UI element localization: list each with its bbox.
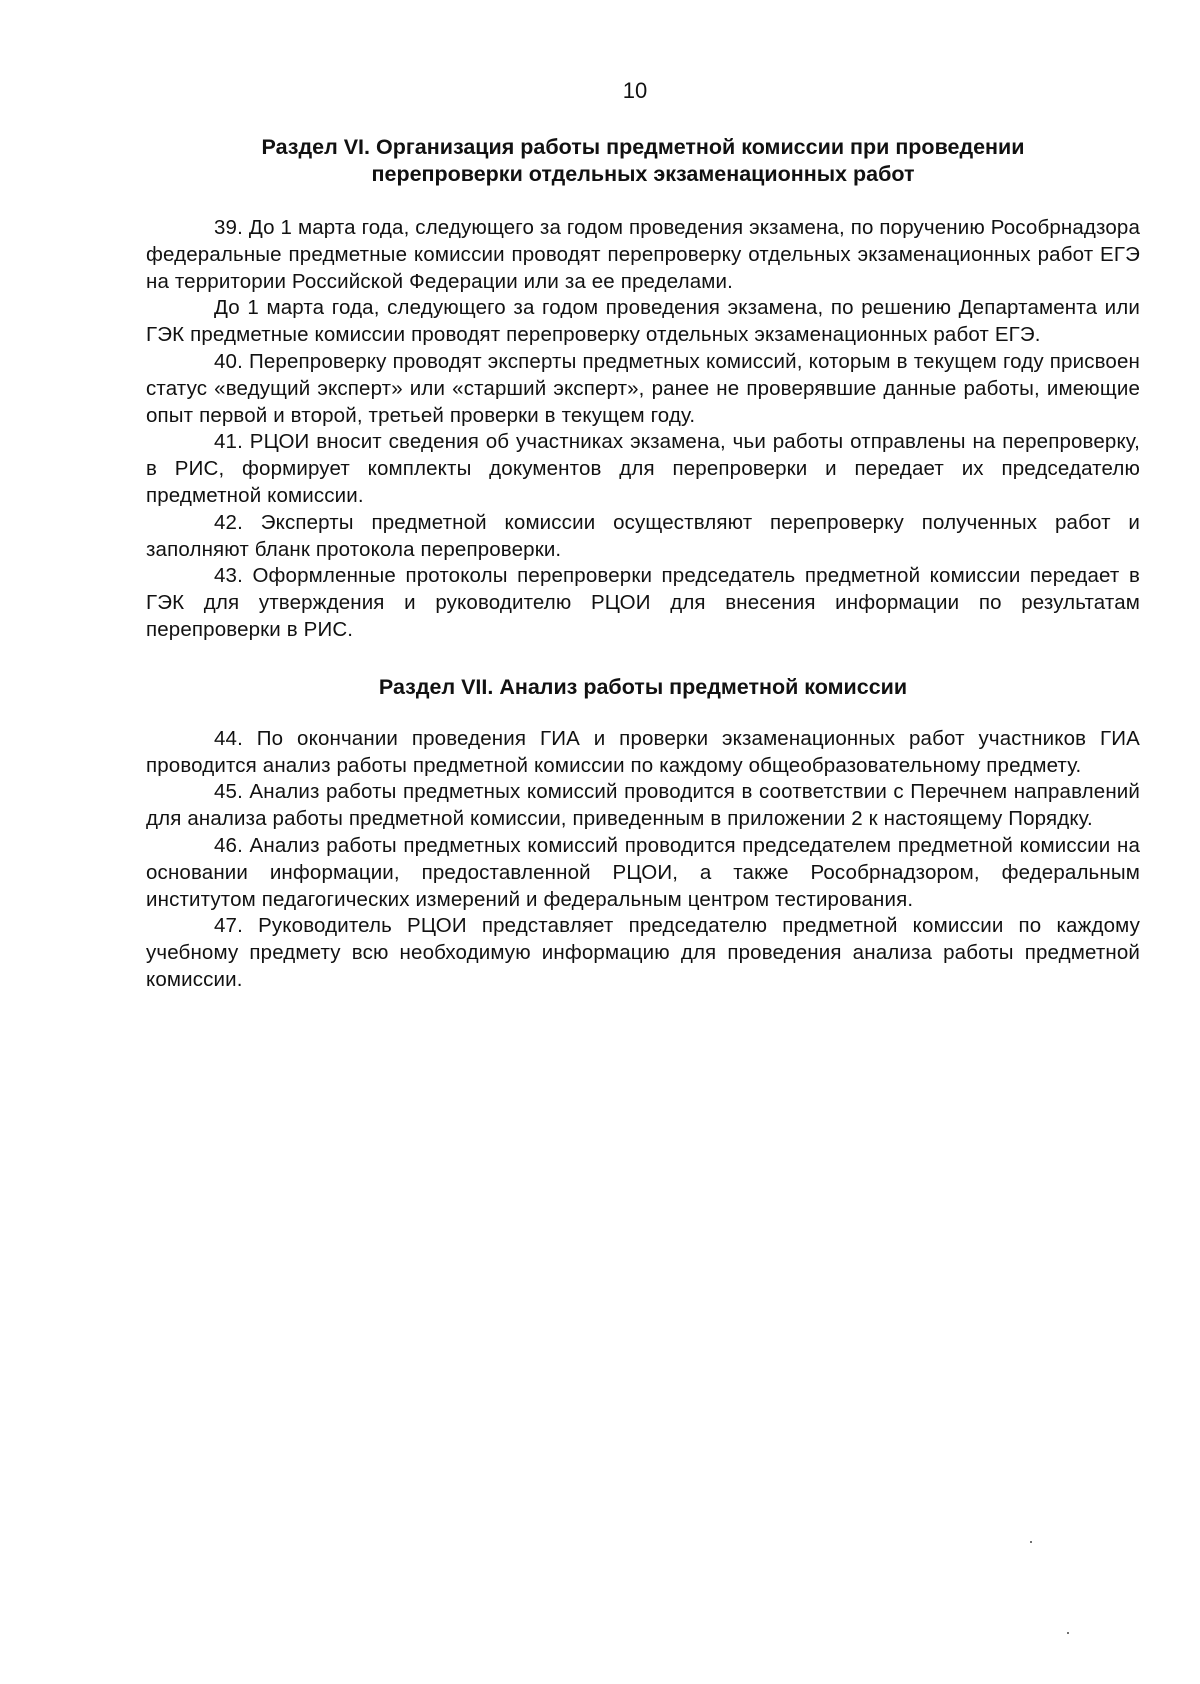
scan-speck xyxy=(1030,1541,1032,1543)
section-7-heading-line-1: Раздел VII. Анализ работы предметной комиссии xyxy=(378,674,908,699)
section-6-heading xyxy=(146,134,1140,188)
section-6-heading-line-2: перепроверки отдельных экзаменационных работ xyxy=(371,162,915,186)
paragraph-40: 40. Перепроверку проводят эксперты предметных комиссий, которым в текущем году присвоен статус «ведущий эксперт» или «старший эксперт», ранее не проверявшие данные работы, имеющие опыт первой и второй, третьей проверки в текущем году. xyxy=(146,349,1140,427)
section-6-paragraphs xyxy=(146,215,1140,644)
section-6-heading-line-1: Раздел VI. Организация работы предметной комиссии при проведении xyxy=(261,135,1025,159)
paragraph-43: 43. Оформленные протоколы перепроверки председатель предметной комиссии передает в ГЭК для утверждения и руководителю РЦОИ для внесения информации по результатам перепроверки в РИС. xyxy=(146,564,1140,641)
paragraph-42: 42. Эксперты предметной комиссии осуществляют перепроверку полученных работ и заполняют бланк протокола перепроверки. xyxy=(146,510,1140,561)
section-7-heading xyxy=(146,674,1140,701)
paragraph-47: 47. Руководитель РЦОИ представляет председателю предметной комиссии по каждому учебному предмету всю необходимую информацию для проведения анализа работы предметной комиссии. xyxy=(146,914,1140,991)
scan-speck xyxy=(1067,1632,1069,1634)
document-body xyxy=(146,134,1140,994)
paragraph-39-continued: До 1 марта года, следующего за годом проведения экзамена, по решению Департамента или ГЭК предметные комиссии проводят перепроверку отдельных экзаменационных работ ЕГЭ. xyxy=(146,296,1140,347)
page-number: 10 xyxy=(622,78,648,103)
paragraph-46: 46. Анализ работы предметных комиссий проводится председателем предметной комиссии на основании информации, предоставленной РЦОИ, а также Рособрнадзором, федеральным институтом педагогических измерений и федеральным центром тестирования. xyxy=(146,833,1140,911)
section-7-paragraphs xyxy=(146,726,1140,994)
paragraph-44: 44. По окончании проведения ГИА и проверки экзаменационных работ участников ГИА проводится анализ работы предметной комиссии по каждому общеобразовательному предмету. xyxy=(146,726,1140,777)
paragraph-41: 41. РЦОИ вносит сведения об участниках экзамена, чьи работы отправлены на перепроверку, в РИС, формирует комплекты документов для перепроверки и передает их председателю предметной комиссии. xyxy=(146,430,1140,507)
paragraph-45: 45. Анализ работы предметных комиссий проводится в соответствии с Перечнем направлений для анализа работы предметной комиссии, приведенным в приложении 2 к настоящему Порядку. xyxy=(146,780,1140,831)
paragraph-39: 39. До 1 марта года, следующего за годом проведения экзамена, по поручению Рособрнадзора федеральные предметные комиссии проводят перепроверку отдельных экзаменационных работ ЕГЭ на территории Российской Федерации или за ее пределами. xyxy=(146,216,1140,293)
